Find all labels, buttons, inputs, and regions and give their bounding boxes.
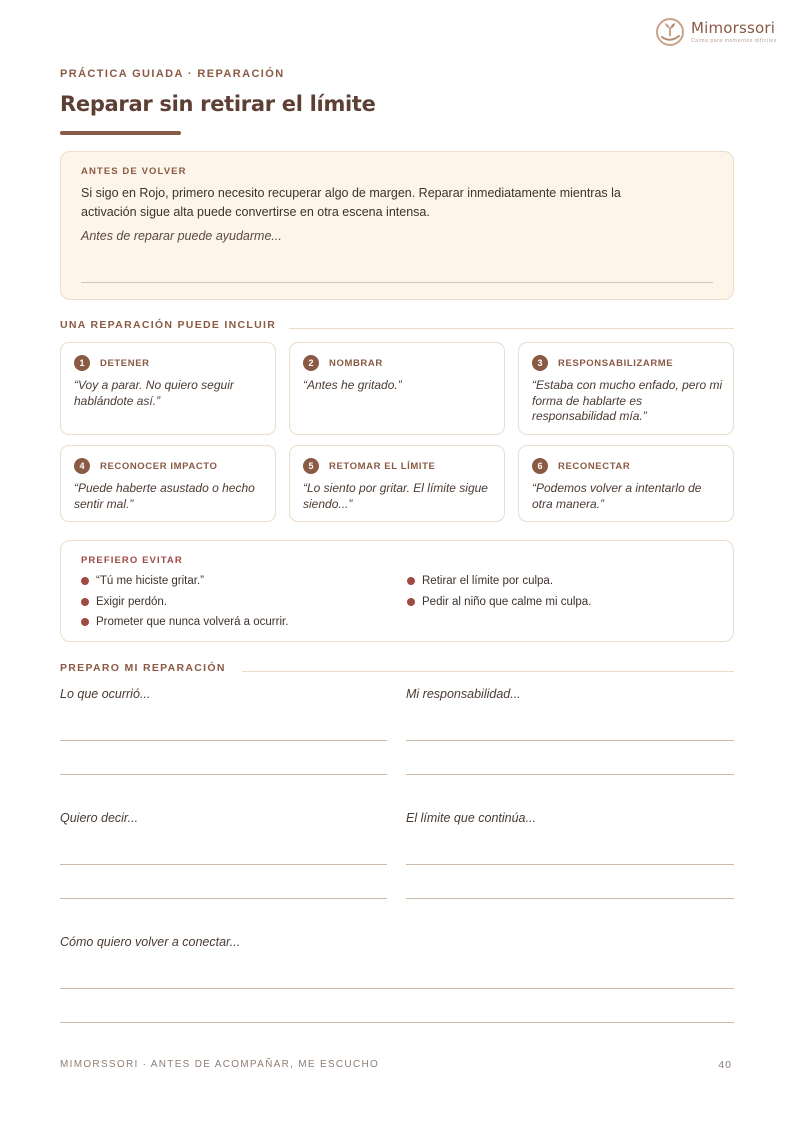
avoid-item xyxy=(81,575,204,587)
writing-line[interactable] xyxy=(60,864,387,865)
step-number-badge: 3 xyxy=(532,355,548,371)
field-label-what-happened: Lo que ocurrió... xyxy=(60,687,151,701)
writing-line[interactable] xyxy=(60,898,387,899)
step-number-badge: 5 xyxy=(303,458,319,474)
avoid-item-text: Exigir perdón. xyxy=(96,596,167,608)
avoid-item xyxy=(407,596,591,608)
writing-line[interactable] xyxy=(60,1022,734,1023)
footer-text: MIMORSSORI · ANTES DE ACOMPAÑAR, ME ESCUCHO xyxy=(60,1059,380,1070)
avoid-box xyxy=(60,540,734,642)
page-title: Reparar sin retirar el límite xyxy=(60,92,376,116)
avoid-item-text: “Tú me hiciste gritar.” xyxy=(96,575,204,587)
writing-line[interactable] xyxy=(406,864,734,865)
step-number-badge: 4 xyxy=(74,458,90,474)
step-card xyxy=(518,342,734,435)
step-title: RESPONSABILIZARME xyxy=(558,358,674,369)
bullet-dot-icon xyxy=(407,598,415,606)
intro-prompt: Antes de reparar puede ayudarme... xyxy=(81,229,282,243)
field-label-responsibility: Mi responsabilidad... xyxy=(406,687,521,701)
step-number-badge: 2 xyxy=(303,355,319,371)
avoid-item-text: Pedir al niño que calme mi culpa. xyxy=(422,596,592,608)
step-card xyxy=(289,342,505,435)
page-number: 40 xyxy=(718,1059,732,1071)
repair-section-title: UNA REPARACIÓN PUEDE INCLUIR xyxy=(60,319,277,331)
step-quote: “Estaba con mucho enfado, pero mi forma de hablarte es responsabilidad mía.” xyxy=(532,378,723,423)
bullet-dot-icon xyxy=(81,598,89,606)
intro-box xyxy=(60,151,734,300)
step-card xyxy=(518,445,734,522)
title-underline xyxy=(60,131,181,135)
step-title: NOMBRAR xyxy=(329,358,383,369)
hands-sprout-icon xyxy=(655,16,687,48)
field-label-want-to-say: Quiero decir... xyxy=(60,811,139,825)
step-card xyxy=(60,445,276,522)
step-quote: “Podemos volver a intentarlo de otra manera.” xyxy=(532,481,702,511)
writing-line[interactable] xyxy=(406,740,734,741)
writing-line[interactable] xyxy=(60,740,387,741)
repair-section-header xyxy=(60,319,276,331)
step-card xyxy=(289,445,505,522)
field-label-continuing-limit: El límite que continúa... xyxy=(406,811,536,825)
bullet-dot-icon xyxy=(81,618,89,626)
avoid-item-text: Prometer que nunca volverá a ocurrir. xyxy=(96,616,289,628)
step-card xyxy=(60,342,276,435)
intro-text: Si sigo en Rojo, primero necesito recuperar algo de margen. Reparar inmediatamente mientras la activación sigue alta puede convertirse en otra escena intensa. xyxy=(81,186,621,219)
avoid-label: PREFIERO EVITAR xyxy=(81,555,183,566)
intro-writing-line[interactable] xyxy=(81,282,713,283)
step-quote: “Voy a parar. No quiero seguir hablándote así.” xyxy=(74,378,234,408)
step-title: RECONOCER IMPACTO xyxy=(100,461,218,472)
section-eyebrow: PRÁCTICA GUIADA · REPARACIÓN xyxy=(60,68,285,80)
avoid-item-text: Retirar el límite por culpa. xyxy=(422,575,554,587)
writing-line[interactable] xyxy=(60,988,734,989)
writing-line[interactable] xyxy=(60,774,387,775)
field-label-reconnect: Cómo quiero volver a conectar... xyxy=(60,935,241,949)
step-number-badge: 1 xyxy=(74,355,90,371)
step-quote: “Antes he gritado.” xyxy=(303,378,402,392)
avoid-item xyxy=(407,575,553,587)
prepare-section-title: PREPARO MI REPARACIÓN xyxy=(60,662,226,674)
prepare-section-header xyxy=(60,662,226,674)
step-title: RETOMAR EL LÍMITE xyxy=(329,461,436,472)
bullet-dot-icon xyxy=(407,577,415,585)
step-number-badge: 6 xyxy=(532,458,548,474)
avoid-item xyxy=(81,616,288,628)
avoid-item xyxy=(81,596,167,608)
brand-logo xyxy=(655,16,777,48)
bullet-dot-icon xyxy=(81,577,89,585)
step-quote: “Puede haberte asustado o hecho sentir mal.” xyxy=(74,481,255,511)
intro-label: ANTES DE VOLVER xyxy=(81,166,187,177)
step-title: DETENER xyxy=(100,358,150,369)
writing-line[interactable] xyxy=(406,898,734,899)
step-title: RECONECTAR xyxy=(558,461,631,472)
section-rule xyxy=(242,671,734,672)
section-rule xyxy=(289,328,734,329)
writing-line[interactable] xyxy=(406,774,734,775)
step-quote: “Lo siento por gritar. El límite sigue siendo...” xyxy=(303,481,488,511)
brand-name: Mimorssori xyxy=(690,19,776,37)
brand-tagline: Calma para momentos difíciles xyxy=(690,38,777,44)
